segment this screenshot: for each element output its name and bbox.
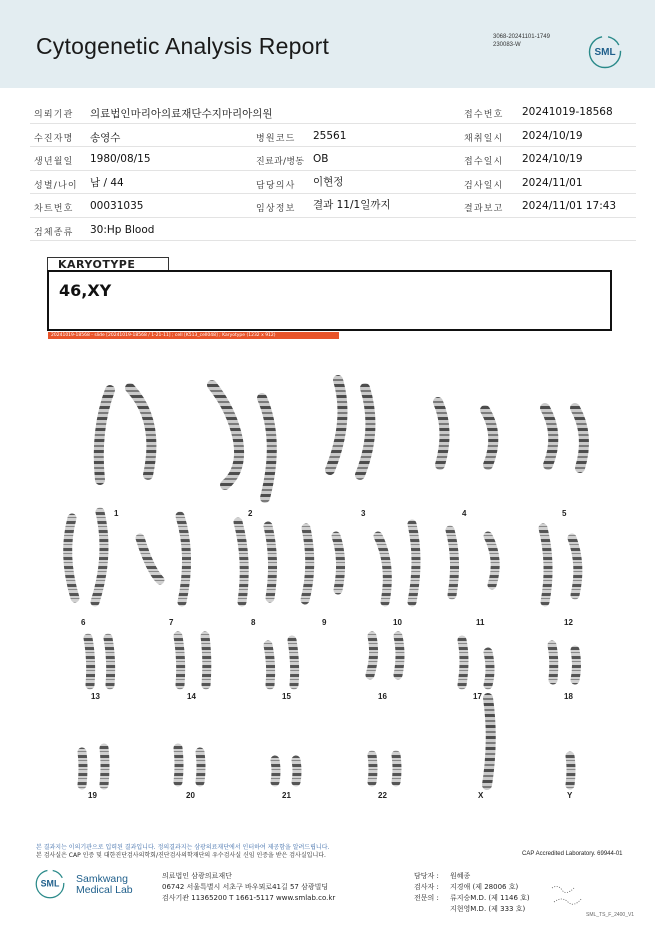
document-id: [493, 33, 550, 49]
karyotype-tab: KARYOTYPE: [47, 257, 169, 271]
manager-label: 담당자 :: [414, 872, 439, 880]
company-name-line2: Medical Lab: [76, 884, 133, 896]
report-date-value: 2024/11/01 17:43: [522, 200, 617, 212]
karyogram-image: [0, 340, 655, 810]
doctor-value: 이현정: [313, 175, 344, 188]
chromosome-label-4: 4: [462, 509, 467, 518]
clinical-label: 임상정보: [256, 204, 296, 214]
form-code: SML_TS_F_2400_V1: [586, 912, 635, 918]
chromosome-label-17: 17: [473, 692, 482, 701]
chromosome-label-1: 1: [114, 509, 119, 518]
receipt-no-value: 20241019-18568: [522, 106, 613, 118]
karyogram-caption: 20241019-18568 - slide [20241019-18568 / 1-21-11] ; cell [K513_cell048] ; Karyotype (1232 x 912): [48, 332, 339, 339]
chromosome-label-14: 14: [187, 692, 196, 701]
address-line2: 06742 서울특별시 서초구 바우뫼로41길 57 삼광빌딩: [162, 883, 329, 891]
chromosome-label-20: 20: [186, 791, 195, 800]
patient-info-table: [30, 100, 636, 241]
chromosome-label-8: 8: [251, 618, 256, 627]
sml-logo-icon: [587, 34, 623, 70]
chromosome-label-15: 15: [282, 692, 291, 701]
chromosome-label-11: 11: [476, 618, 485, 627]
chromosome-label-21: 21: [282, 791, 291, 800]
birth-label: 생년월일: [34, 157, 74, 167]
receipt-date-label: 접수일시: [464, 157, 504, 167]
chromosome-label-16: 16: [378, 692, 387, 701]
chromosome-label-13: 13: [91, 692, 100, 701]
chromosome-label-2: 2: [248, 509, 253, 518]
chart-no-value: 00031035: [90, 200, 144, 212]
chromosome-label-5: 5: [562, 509, 567, 518]
company-name-line1: Samkwang: [76, 873, 128, 885]
chromosome-label-3: 3: [361, 509, 366, 518]
sex-age-value: 남 / 44: [90, 176, 124, 189]
doctor-staff-label: 전문의 :: [414, 894, 439, 902]
info-row-4: [30, 171, 636, 195]
birth-value: 1980/08/15: [90, 153, 151, 165]
doctor-staff-value-2: 지현영M.D. (제 333 호): [450, 905, 526, 913]
clinical-value: 결과 11/1일까지: [313, 199, 391, 211]
doctor-staff-value-1: 류지승M.D. (제 1146 호): [450, 894, 530, 902]
company-name: [76, 874, 133, 896]
info-row-5: [30, 194, 636, 218]
chromosome-label-y: Y: [567, 791, 573, 800]
dept-label: 진료과/병동: [256, 157, 305, 167]
manager-value: 원혜종: [450, 872, 471, 880]
chromosome-label-18: 18: [564, 692, 573, 701]
test-date-label: 검사일시: [464, 180, 504, 191]
karyotype-result-box: [47, 270, 612, 331]
receipt-no-label: 접수번호: [464, 110, 504, 120]
patient-label: 수진자명: [34, 133, 74, 144]
samkwang-logo-text: SML: [40, 878, 60, 889]
info-row-3: [30, 147, 636, 171]
address-line3: 검사기관 11365200 T 1661-5117 www.smlab.co.kr: [162, 894, 336, 902]
document-id-line1: 3068-20241101-1749: [493, 34, 550, 40]
info-row-6: [30, 218, 636, 242]
footer-note-certification: 본 검사실은 CAP 인증 및 대한진단검사의학회/진단검사의학재단의 우수검사실 신임 인증을 받은 검사실입니다.: [36, 852, 326, 859]
document-id-line2: 230083-W: [493, 42, 521, 48]
company-address: [162, 871, 335, 904]
info-row-2: [30, 124, 636, 148]
chromosome-label-22: 22: [378, 791, 387, 800]
signature-icon: [548, 880, 588, 910]
tester-label: 검사자 :: [414, 883, 439, 891]
report-date-label: 결과보고: [464, 204, 504, 214]
chart-no-label: 차트번호: [34, 204, 74, 214]
karyotype-result: 46,XY: [59, 281, 112, 300]
tester-value: 지경애 (제 28006 호): [450, 883, 519, 891]
chromosome-label-9: 9: [322, 618, 327, 627]
specimen-value: 30:Hp Blood: [90, 223, 155, 236]
doctor-label: 담당의사: [256, 180, 296, 191]
specimen-label: 검체종류: [34, 227, 74, 238]
collect-date-value: 2024/10/19: [522, 129, 583, 142]
hospital-code-value: 25561: [313, 129, 347, 142]
patient-value: 송영수: [90, 131, 121, 144]
chromosome-label-10: 10: [393, 618, 402, 627]
report-header: [0, 0, 655, 88]
institution-label: 의뢰기관: [34, 110, 74, 120]
institution-value: 의료법인마리아의료재단수지마리아의원: [90, 108, 273, 120]
sml-logo-text: SML: [594, 47, 616, 58]
sex-age-label: 성별/나이: [34, 180, 78, 191]
dept-value: OB: [313, 153, 329, 165]
staff-list: [414, 871, 530, 915]
cap-accreditation: CAP Accredited Laboratory. 69944-01: [522, 851, 623, 857]
chromosome-label-7: 7: [169, 618, 174, 627]
chromosome-label-x: X: [478, 791, 484, 800]
info-row-1: [30, 100, 636, 124]
chromosome-label-19: 19: [88, 791, 97, 800]
hospital-code-label: 병원코드: [256, 133, 296, 144]
chromosome-label-6: 6: [81, 618, 86, 627]
address-line1: 의료법인 삼광의료재단: [162, 872, 232, 880]
samkwang-logo-icon: [34, 868, 66, 900]
test-date-value: 2024/11/01: [522, 176, 583, 189]
chromosome-label-12: 12: [564, 618, 573, 627]
footer-note-result: 본 결과지는 이의기관으로 입력된 결과입니다. 정의결과지는 삼광의료재단에서 인터하여 제공함을 알려드립니다.: [36, 844, 330, 851]
receipt-date-value: 2024/10/19: [522, 153, 583, 165]
report-title: Cytogenetic Analysis Report: [36, 33, 330, 59]
collect-date-label: 채취일시: [464, 133, 504, 144]
